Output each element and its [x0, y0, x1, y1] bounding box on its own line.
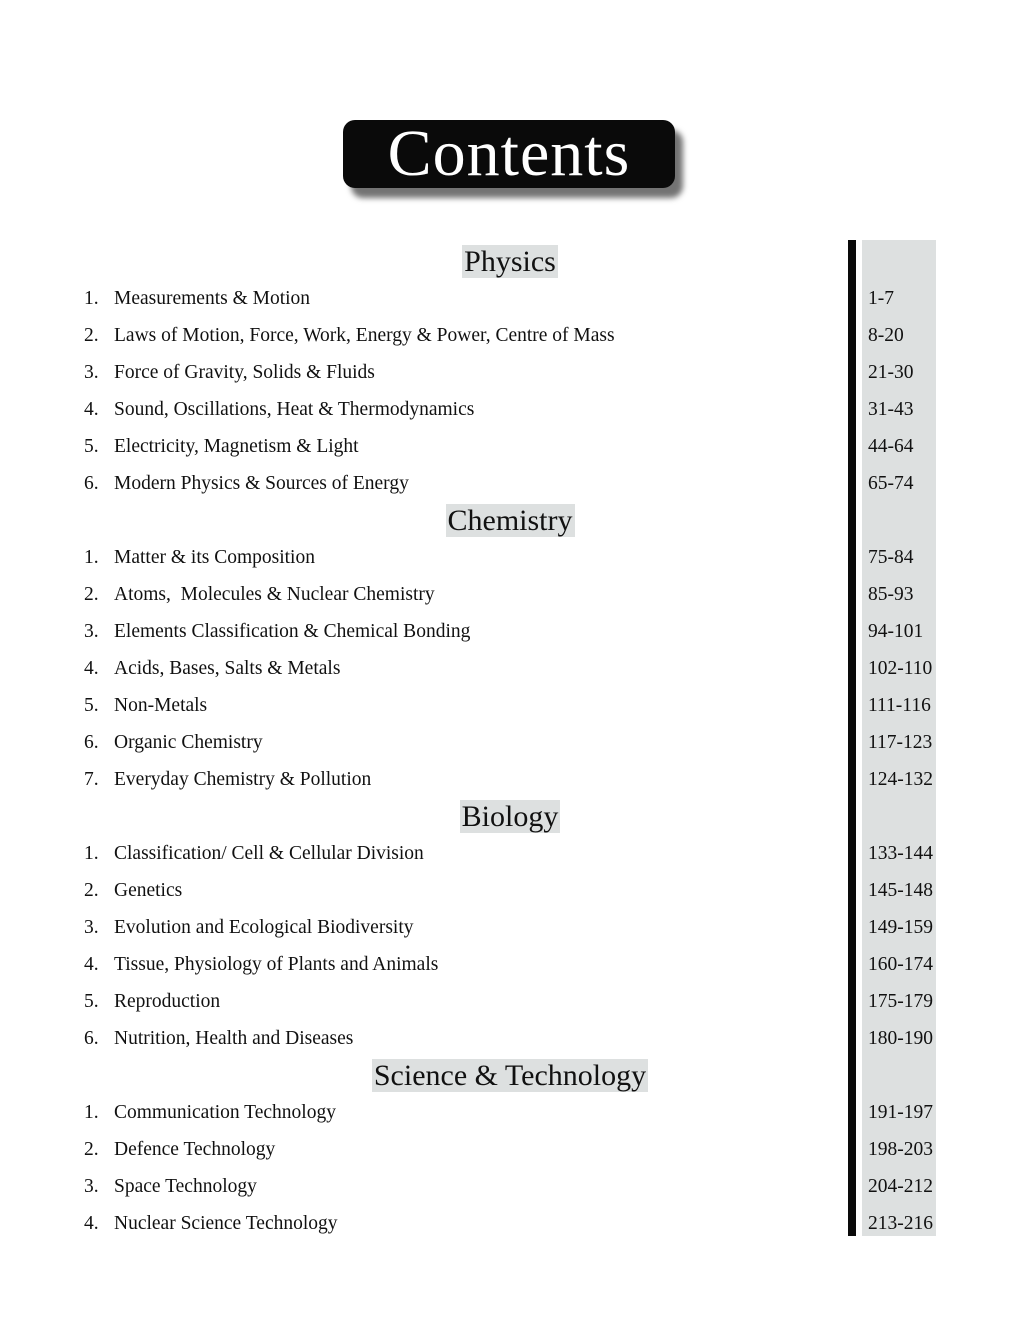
- entry-number: 3.: [84, 1176, 99, 1197]
- entry-pages: 44-64: [868, 436, 914, 457]
- toc-entry: [0, 909, 1020, 946]
- section-heading-text: Physics: [464, 245, 556, 278]
- entry-pages: 75-84: [868, 547, 914, 568]
- page-title: Contents: [387, 117, 631, 190]
- toc-entry: [0, 872, 1020, 909]
- entry-number: 2.: [84, 1139, 99, 1160]
- entry-title: Non-Metals: [114, 695, 208, 716]
- section-heading: [0, 1057, 1020, 1094]
- toc-entry: [0, 983, 1020, 1020]
- entry-title: Atoms, Molecules & Nuclear Chemistry: [114, 584, 435, 605]
- entry-pages: 175-179: [868, 991, 933, 1012]
- entry-title: Space Technology: [114, 1176, 257, 1197]
- entry-number: 1.: [84, 1102, 99, 1123]
- entry-pages: 21-30: [868, 362, 914, 383]
- toc-entry: [0, 835, 1020, 872]
- entry-number: 2.: [84, 325, 99, 346]
- section-heading: [0, 243, 1020, 280]
- toc-entry: [0, 354, 1020, 391]
- entry-pages: 191-197: [868, 1102, 933, 1123]
- entry-title: Force of Gravity, Solids & Fluids: [114, 362, 375, 383]
- section-heading: [0, 798, 1020, 835]
- entry-pages: 145-148: [868, 880, 933, 901]
- toc-entry: [0, 724, 1020, 761]
- toc-entry: [0, 613, 1020, 650]
- entry-number: 1.: [84, 547, 99, 568]
- entry-title: Nuclear Science Technology: [114, 1213, 338, 1234]
- table-of-contents: [0, 243, 1020, 1242]
- toc-entry: [0, 946, 1020, 983]
- toc-entry: [0, 465, 1020, 502]
- entry-pages: 198-203: [868, 1139, 933, 1160]
- entry-title: Genetics: [114, 880, 183, 901]
- entry-pages: 1-7: [868, 288, 894, 309]
- entry-number: 4.: [84, 1213, 99, 1234]
- entry-number: 4.: [84, 399, 99, 420]
- entry-number: 3.: [84, 917, 99, 938]
- entry-pages: 8-20: [868, 325, 904, 346]
- entry-number: 4.: [84, 658, 99, 679]
- entry-number: 6.: [84, 1028, 99, 1049]
- toc-entry: [0, 576, 1020, 613]
- entry-title: Reproduction: [114, 991, 221, 1012]
- entry-number: 6.: [84, 732, 99, 753]
- entry-number: 1.: [84, 288, 99, 309]
- entry-title: Modern Physics & Sources of Energy: [114, 473, 409, 494]
- entry-number: 4.: [84, 954, 99, 975]
- entry-title: Classification/ Cell & Cellular Division: [114, 843, 424, 864]
- entry-pages: 102-110: [868, 658, 933, 679]
- entry-pages: 133-144: [868, 843, 933, 864]
- entry-pages: 213-216: [868, 1213, 933, 1234]
- entry-title: Nutrition, Health and Diseases: [114, 1028, 354, 1049]
- entry-title: Laws of Motion, Force, Work, Energy & Power, Centre of Mass: [114, 325, 615, 346]
- toc-entry: [0, 1094, 1020, 1131]
- entry-title: Tissue, Physiology of Plants and Animals: [114, 954, 439, 975]
- entry-number: 6.: [84, 473, 99, 494]
- toc-entry: [0, 539, 1020, 576]
- entry-pages: 65-74: [868, 473, 914, 494]
- entry-number: 2.: [84, 880, 99, 901]
- entry-number: 5.: [84, 695, 99, 716]
- entry-pages: 117-123: [868, 732, 933, 753]
- entry-pages: 85-93: [868, 584, 914, 605]
- entry-number: 1.: [84, 843, 99, 864]
- toc-entry: [0, 391, 1020, 428]
- entry-title: Everyday Chemistry & Pollution: [114, 769, 372, 790]
- contents-title-box: [343, 117, 675, 190]
- entry-number: 5.: [84, 991, 99, 1012]
- toc-entry: [0, 650, 1020, 687]
- toc-entry: [0, 1168, 1020, 1205]
- toc-entry: [0, 761, 1020, 798]
- entry-pages: 31-43: [868, 399, 914, 420]
- entry-pages: 124-132: [868, 769, 933, 790]
- entry-pages: 111-116: [868, 695, 931, 716]
- toc-entry: [0, 1205, 1020, 1242]
- entry-title: Acids, Bases, Salts & Metals: [114, 658, 341, 679]
- section-heading-text: Science & Technology: [373, 1059, 647, 1092]
- toc-entry: [0, 317, 1020, 354]
- entry-pages: 94-101: [868, 621, 924, 642]
- entry-pages: 180-190: [868, 1028, 933, 1049]
- toc-entry: [0, 687, 1020, 724]
- entry-title: Electricity, Magnetism & Light: [114, 436, 359, 457]
- entry-title: Organic Chemistry: [114, 732, 263, 753]
- entry-title: Elements Classification & Chemical Bonding: [114, 621, 471, 642]
- entry-title: Matter & its Composition: [114, 547, 315, 568]
- entry-number: 3.: [84, 621, 99, 642]
- toc-entry: [0, 1020, 1020, 1057]
- entry-title: Sound, Oscillations, Heat & Thermodynamics: [114, 399, 475, 420]
- toc-entry: [0, 280, 1020, 317]
- toc-entry: [0, 428, 1020, 465]
- entry-number: 7.: [84, 769, 99, 790]
- entry-title: Communication Technology: [114, 1102, 336, 1123]
- entry-number: 5.: [84, 436, 99, 457]
- entry-pages: 160-174: [868, 954, 933, 975]
- entry-title: Evolution and Ecological Biodiversity: [114, 917, 414, 938]
- entry-number: 2.: [84, 584, 99, 605]
- section-heading: [0, 502, 1020, 539]
- entry-title: Defence Technology: [114, 1139, 276, 1160]
- entry-pages: 149-159: [868, 917, 933, 938]
- entry-pages: 204-212: [868, 1176, 933, 1197]
- entry-title: Measurements & Motion: [114, 288, 311, 309]
- section-heading-text: Chemistry: [447, 504, 573, 537]
- entry-number: 3.: [84, 362, 99, 383]
- section-heading-text: Biology: [461, 800, 559, 833]
- toc-entry: [0, 1131, 1020, 1168]
